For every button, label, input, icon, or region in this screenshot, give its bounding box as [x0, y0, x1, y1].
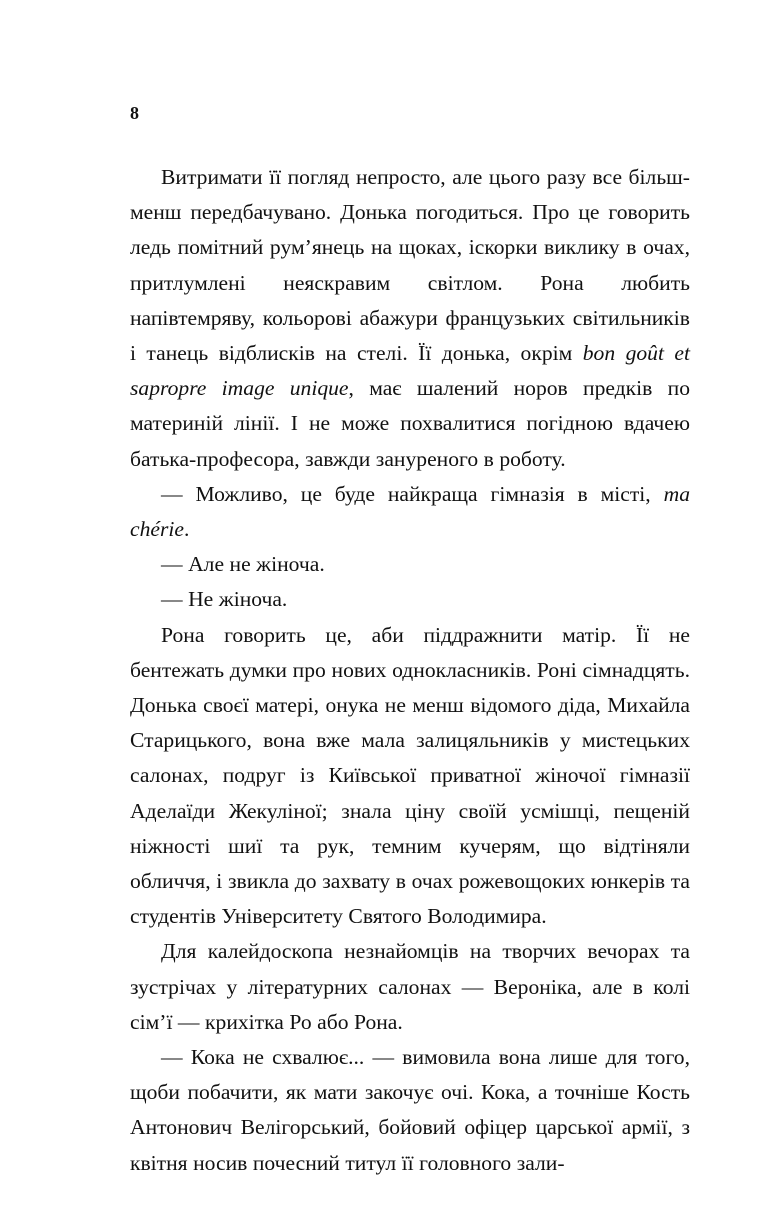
paragraph-2-dialogue: [130, 477, 690, 547]
paragraph-1-text: Витримати її погляд непросто, але цього разу все більш-менш передбачувано. Донька погодиться. Про це говорить ледь помітний рум’янець на щоках, іскорки виклику в очах, притлумлені неяскравим світлом. Рона любить напівтемряву, кольорові абажури французьких світильників і танець відблисків на стелі. Її донька, окрім: [130, 165, 690, 366]
page-number: 8: [130, 103, 140, 123]
paragraph-5: Рона говорить це, аби піддражнити матір. Її не бентежать думки про нових однокласників. Роні сімнадцять. Донька своєї матері, онука не менш відомого діда, Михайла Старицького, вона вже мала залицяльників у мистецьких салонах, подруг із Київської приватної жіночої гімназії Аделаїди Жекуліної; знала ціну своїй усмішці, пещеній ніжності шиї та рук, темним кучерям, що відтіняли обличчя, і звикла до захвату в очах рожевощоких юнкерів та студентів Університету Святого Володимира.: [130, 622, 690, 929]
paragraph-1: [130, 160, 690, 477]
paragraph-2-tail: .: [183, 517, 190, 542]
paragraph-7-dialogue: — Кока не схвалює... — вимовила вона лише для того, щоби побачити, як мати закочує очі. Кока, а точніше Кость Антонович Велігорський, бойовий офіцер царської армії, з квітня носив почесний титул її головного зали-: [130, 1045, 690, 1175]
paragraph-3-dialogue: — Але не жіноча.: [161, 552, 325, 577]
paragraph-6: Для калейдоскопа незнайомців на творчих вечорах та зустрічах у літературних салонах — Вероніка, але в колі сім’ї — крихітка Ро або Рона.: [130, 939, 690, 1034]
paragraph-4-dialogue: — Не жіноча.: [161, 587, 288, 612]
paragraph-2-text: — Можливо, це буде найкраща гімназія в місті,: [161, 481, 664, 506]
body-text-block: [130, 160, 690, 1181]
foreign-phrase-bon-gout: bon goût et sapropre image unique: [130, 341, 690, 401]
foreign-phrase-ma-cherie: ma chérie: [130, 481, 690, 542]
paragraph-1-tail: , має шалений норов предків по материній лінії. І не може похвалитися погідною вдачею батька-професора, завжди зануреного в роботу.: [130, 376, 690, 471]
